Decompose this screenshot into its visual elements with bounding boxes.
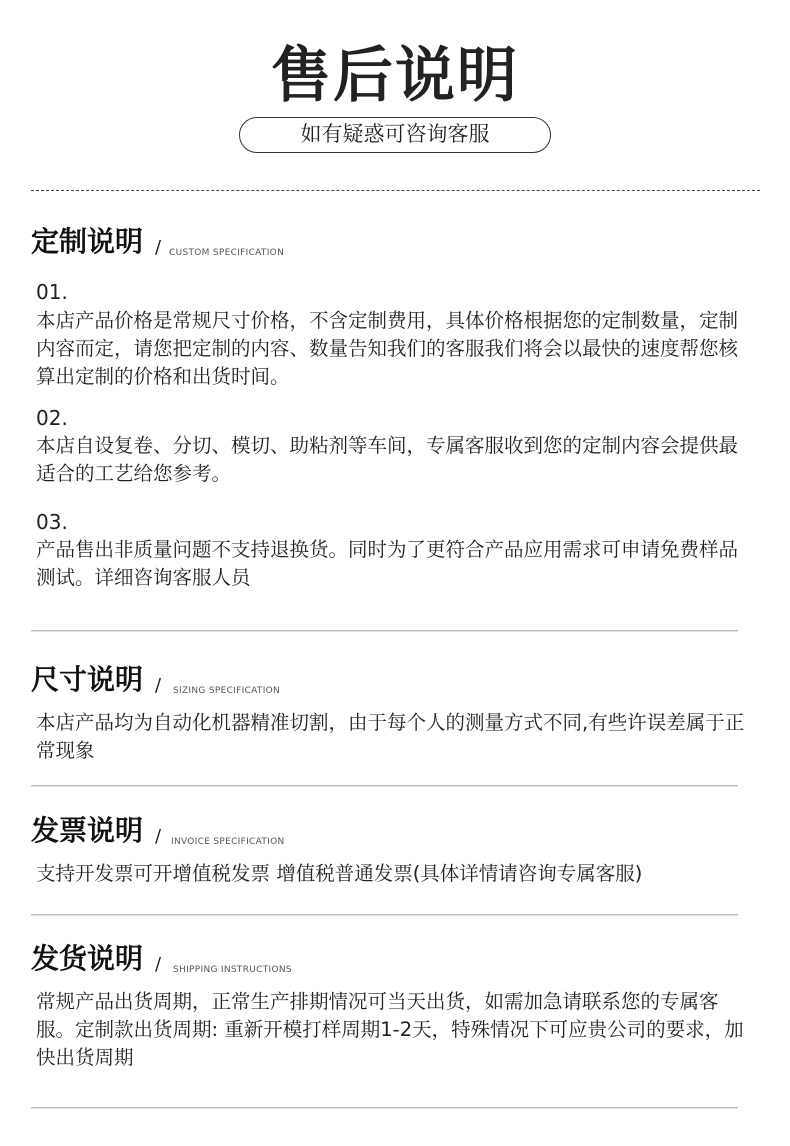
section-shipping-subtitle: SHIPPING INSTRUCTIONS (173, 965, 292, 975)
section-sizing-title: 尺寸说明 (31, 663, 144, 696)
invoice-text: 支持开发票可开增值税发票 增值税普通发票(具体详情请咨询专属客服) (36, 862, 643, 885)
custom-item-2-text: 本店自设复卷、分切、模切、助粘剂等车间，专属客服收到您的定制内容会提供最适合的工艺给您参考。 (36, 434, 739, 485)
section-invoice-title: 发票说明 (31, 814, 144, 847)
section-divider (31, 630, 738, 631)
section-invoice-subtitle: INVOICE SPECIFICATION (171, 837, 285, 847)
page-title: 售后说明 (271, 41, 519, 111)
section-sizing-subtitle: SIZING SPECIFICATION (173, 686, 281, 696)
custom-item-1-text: 本店产品价格是常规尺寸价格，不含定制费用，具体价格根据您的定制数量，定制内容而定，请您把定制的内容、数量告知我们的客服我们将会以最快的速度帮您核算出定制的价格和出货时间。 (36, 309, 739, 388)
custom-item-1-number: 01. (36, 280, 68, 304)
section-divider (31, 1107, 738, 1108)
section-sizing-slash: / (155, 675, 162, 696)
custom-item-3-text: 产品售出非质量问题不支持退换货。同时为了更符合产品应用需求可申请免费样品测试。详细咨询客服人员 (36, 538, 739, 589)
section-custom-subtitle: CUSTOM SPECIFICATION (169, 248, 285, 258)
section-shipping-slash: / (155, 954, 162, 975)
dashed-divider (31, 190, 760, 191)
section-custom-slash: / (155, 237, 162, 258)
shipping-text: 常规产品出货周期，正常生产排期情况可当天出货，如需加急请联系您的专属客服。定制款出货周期: 重新开模打样周期1-2天，特殊情况下可应贵公司的要求，加快出货周期 (36, 990, 744, 1069)
consult-pill: 如有疑惑可咨询客服 (239, 117, 551, 153)
custom-item-2-number: 02. (36, 406, 68, 430)
section-divider (31, 785, 738, 786)
section-custom-title: 定制说明 (31, 225, 144, 258)
sizing-text: 本店产品均为自动化机器精准切割，由于每个人的测量方式不同,有些许误差属于正常现象 (36, 711, 745, 762)
section-divider (31, 914, 738, 915)
custom-item-3-number: 03. (36, 510, 68, 534)
section-shipping-title: 发货说明 (31, 942, 144, 975)
section-invoice-slash: / (155, 826, 162, 847)
